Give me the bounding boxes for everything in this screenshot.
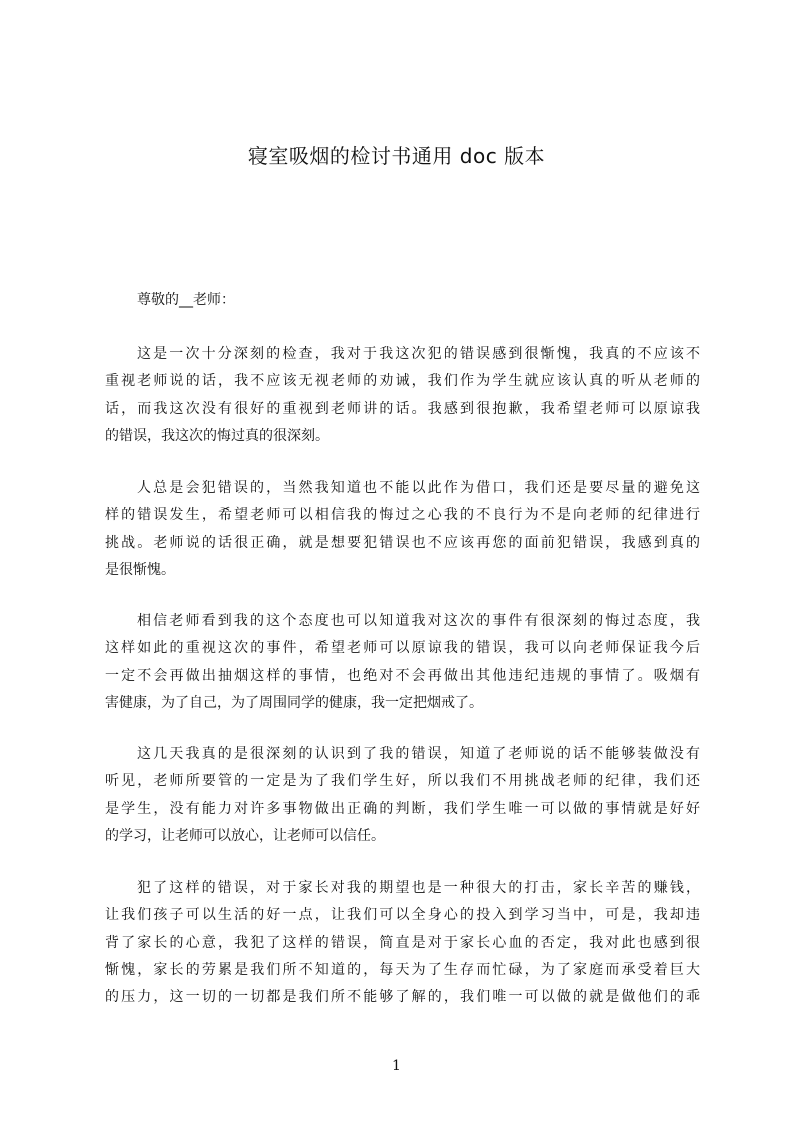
paragraph-line: 一定不会再做出抽烟这样的事情，也绝对不会再做出其他违纪违规的事情了。吸烟有 (105, 667, 700, 684)
paragraph-line: 背了家长的心意，我犯了这样的错误，简直是对于家长心血的否定，我对此也感到很 (105, 934, 700, 951)
paragraph-line: 人总是会犯错误的，当然我知道也不能以此作为借口，我们还是要尽量的避免这 (137, 480, 700, 496)
paragraph-line: 犯了这样的错误，对于家长对我的期望也是一种很大的打击，家长辛苦的赚钱， (137, 880, 700, 896)
paragraph-1 (105, 341, 700, 450)
paragraph-line: 惭愧，家长的劳累是我们所不知道的，每天为了生存而忙碌，为了家庭而承受着巨大 (105, 961, 700, 978)
paragraph-line: 的错误，我这次的悔过真的很深刻。 (105, 427, 329, 444)
salutation: 尊敬的__老师： (137, 292, 235, 308)
page-number: 1 (392, 1058, 401, 1074)
paragraph-line: 这几天我真的是很深刻的认识到了我的错误，知道了老师说的话不能够装做没有 (137, 746, 700, 762)
document-title: 寝室吸烟的检讨书通用 doc 版本 (247, 144, 546, 168)
paragraph-line: 是很惭愧。 (105, 561, 175, 578)
paragraph-line: 的学习，让老师可以放心，让老师可以信任。 (105, 827, 385, 844)
paragraph-line: 是学生，没有能力对许多事物做出正确的判断，我们学生唯一可以做的事情就是好好 (105, 800, 700, 817)
paragraph-line: 样的错误发生，希望老师可以相信我的悔过之心我的不良行为不是向老师的纪律进行 (105, 507, 700, 524)
paragraph-line: 这样如此的重视这次的事件，希望老师可以原谅我的错误，我可以向老师保证我今后 (105, 640, 700, 657)
paragraph-3 (105, 608, 700, 717)
paragraph-line: 挑战。老师说的话很正确，就是想要犯错误也不应该再您的面前犯错误，我感到真的 (105, 534, 700, 551)
paragraph-5 (105, 875, 700, 1011)
paragraph-line: 相信老师看到我的这个态度也可以知道我对这次的事件有很深刻的悔过态度，我 (137, 613, 700, 629)
paragraph-line: 的压力，这一切的一切都是我们所不能够了解的，我们唯一可以做的就是做他们的乖 (105, 989, 700, 1006)
paragraph-line: 害健康，为了自己，为了周围同学的健康，我一定把烟戒了。 (105, 694, 483, 711)
paragraph-line: 这是一次十分深刻的检查，我对于我这次犯的错误感到很惭愧，我真的不应该不 (137, 346, 700, 362)
paragraph-line: 听见，老师所要管的一定是为了我们学生好，所以我们不用挑战老师的纪律，我们还 (105, 773, 700, 790)
paragraph-line: 让我们孩子可以生活的好一点，让我们可以全身心的投入到学习当中，可是，我却违 (105, 907, 700, 924)
paragraph-line: 话，而我这次没有很好的重视到老师讲的话。我感到很抱歉，我希望老师可以原谅我 (105, 400, 700, 417)
paragraph-2 (105, 475, 700, 584)
paragraph-line: 重视老师说的话，我不应该无视老师的劝诫，我们作为学生就应该认真的听从老师的 (105, 373, 700, 390)
paragraph-4 (105, 741, 700, 850)
